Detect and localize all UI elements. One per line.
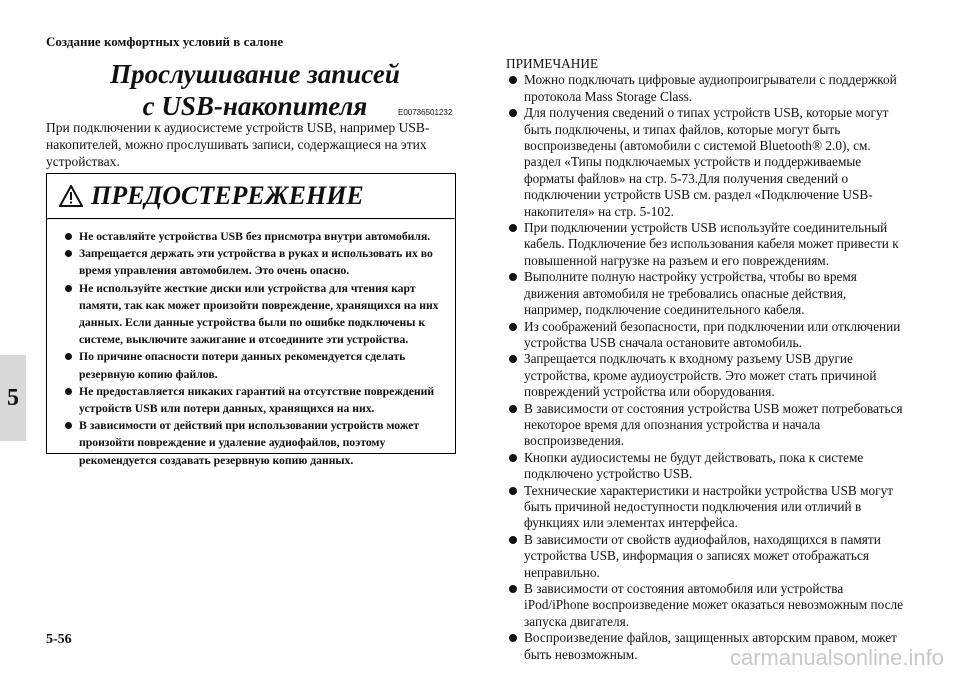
warning-heading: ПРЕДОСТЕРЕЖЕНИЕ <box>91 181 364 210</box>
note-item: Кнопки аудиосистемы не будут действовать, пока к системе подключено устройство USB. <box>506 450 906 483</box>
watermark: carmanualsonline.info <box>729 645 944 670</box>
note-item: Воспроизведение файлов, защищенных авторским правом, может быть невозможным. <box>506 630 906 663</box>
warning-item: По причине опасности потери данных рекомендуется сделать резервную копию файлов. <box>65 348 449 382</box>
chapter-header: Создание комфортных условий в салоне <box>46 34 284 49</box>
note-item: Для получения сведений о типах устройств USB, которые могут быть подключены, и типах файлов, которые могут быть воспроизведены (автомобили с системой Bluetooth® 2.0), см. раздел «Типы подключаемых устройств и поддерживаемые форматы файлов» на стр. 5-73.Для получения сведений о подключении устройств USB см. раздел «Подключение USB-накопителя» на стр. 5-102. <box>506 105 906 220</box>
section-tab: 5 <box>0 355 26 441</box>
title-code: E00736501232 <box>398 108 453 117</box>
warning-item: Не предоставляется никаких гарантий на отсутствие повреждений устройств USB или потери данных, хранящихся на них. <box>65 383 449 417</box>
warning-item: Не используйте жесткие диски или устройства для чтения карт памяти, так как может произойти повреждение, хранящихся на них данных. Если данные устройства были по ошибке подключены к системе, выключите зажигание и отсоедините эти устройства. <box>65 280 449 349</box>
warning-item: В зависимости от действий при использовании устройств может произойти повреждение и удаление аудиофайлов, поэтому рекомендуется создавать резервную копию данных. <box>65 417 449 469</box>
warning-triangle-icon <box>59 185 83 207</box>
warning-item: Не оставляйте устройства USB без присмотра внутри автомобиля. <box>65 228 449 245</box>
note-item: Запрещается подключать к входному разъему USB другие устройства, кроме аудиоустройств. Это может стать причиной повреждений устройства или оборудования. <box>506 351 906 400</box>
note-item: В зависимости от состояния устройства USB может потребоваться некоторое время для опознания устройства и начала воспроизведения. <box>506 401 906 450</box>
note-item: В зависимости от состояния автомобиля или устройства iPod/iPhone воспроизведение может оказаться невозможным после запуска двигателя. <box>506 581 906 630</box>
page-number: 5-56 <box>46 632 72 647</box>
note-list <box>506 72 906 663</box>
title-line-2: с USB-накопителя <box>142 91 368 121</box>
note-item: Выполните полную настройку устройства, чтобы во время движения автомобиля не требовались опасные действия, например, подключение соединительного кабеля. <box>506 269 906 318</box>
title-line-1: Прослушивание записей <box>110 59 400 89</box>
note-item: В зависимости от свойств аудиофайлов, находящихся в памяти устройства USB, информация о записях может отображаться неправильно. <box>506 532 906 581</box>
warning-item: Запрещается держать эти устройства в руках и использовать их во время управления автомобилем. Это очень опасно. <box>65 245 449 279</box>
note-item: Можно подключать цифровые аудиопроигрыватели с поддержкой протокола Mass Storage Class. <box>506 72 906 105</box>
note-section <box>506 56 906 663</box>
intro-paragraph: При подключении к аудиосистеме устройств USB, например USB-накопителей, можно прослушивать записи, содержащиеся на этих устройствах. <box>46 120 430 169</box>
note-item: При подключении устройств USB используйте соединительный кабель. Подключение без использования кабеля может привести к повышенной нагрузке на разъем и его повреждениям. <box>506 220 906 269</box>
warning-list <box>47 220 455 469</box>
warning-header <box>47 174 455 218</box>
warning-box <box>46 173 456 467</box>
note-item: Из соображений безопасности, при подключении или отключении устройства USB сначала остановите автомобиль. <box>506 319 906 352</box>
note-item: Технические характеристики и настройки устройства USB могут быть причиной недоступности подключения или отличий в функциях или элементах интерфейса. <box>506 483 906 532</box>
note-heading: ПРИМЕЧАНИЕ <box>506 56 599 71</box>
